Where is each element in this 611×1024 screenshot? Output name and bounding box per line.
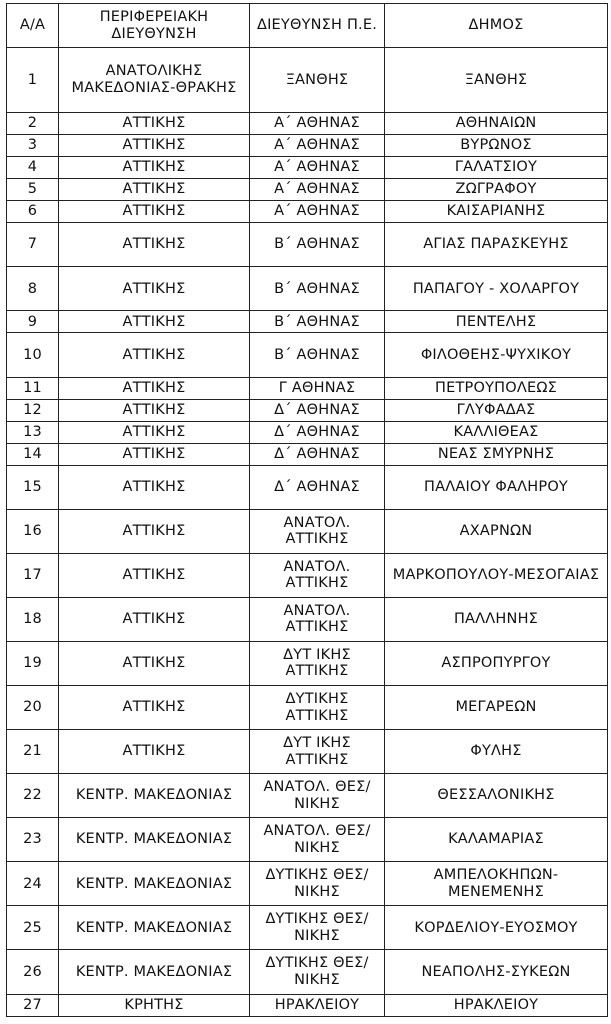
cell-region: ΑΤΤΙΚΗΣ [59,730,250,774]
cell-aa: 7 [7,223,59,267]
cell-municipality: ΓΑΛΑΤΣΙΟΥ [385,157,608,179]
cell-municipality: ΘΕΣΣΑΛΟΝΙΚΗΣ [385,774,608,818]
cell-aa: 17 [7,553,59,597]
cell-region: ΚΕΝΤΡ. ΜΑΚΕΔΟΝΙΑΣ [59,950,250,994]
table-row [7,465,608,509]
cell-directorate: Γ ΑΘΗΝΑΣ [250,377,385,399]
cell-region: ΑΤΤΙΚΗΣ [59,686,250,730]
cell-aa: 21 [7,730,59,774]
cell-aa: 4 [7,157,59,179]
cell-directorate: Δ΄ ΑΘΗΝΑΣ [250,421,385,443]
cell-region: ΑΤΤΙΚΗΣ [59,399,250,421]
cell-region: ΑΤΤΙΚΗΣ [59,113,250,135]
cell-directorate: ΑΝΑΤΟΛ. ΘΕΣ/ΝΙΚΗΣ [250,774,385,818]
cell-directorate: ΑΝΑΤΟΛ. ΑΤΤΙΚΗΣ [250,553,385,597]
table-row [7,597,608,641]
cell-aa: 19 [7,641,59,685]
table-row [7,443,608,465]
cell-municipality: ΜΑΡΚΟΠΟΥΛΟΥ-ΜΕΣΟΓΑΙΑΣ [385,553,608,597]
cell-municipality: ΠΕΤΡΟΥΠΟΛΕΩΣ [385,377,608,399]
cell-municipality: ΦΥΛΗΣ [385,730,608,774]
table-row [7,774,608,818]
table-row [7,311,608,333]
cell-directorate: ΔΥΤΙΚΗΣ ΘΕΣ/ΝΙΚΗΣ [250,950,385,994]
cell-directorate: Α΄ ΑΘΗΝΑΣ [250,135,385,157]
cell-municipality: ΦΙΛΟΘΕΗΣ-ΨΥΧΙΚΟΥ [385,333,608,377]
table-header-row [7,4,608,48]
table-row [7,818,608,862]
cell-municipality: ΚΟΡΔΕΛΙΟΥ-ΕΥΟΣΜΟΥ [385,906,608,950]
cell-directorate: Β΄ ΑΘΗΝΑΣ [250,311,385,333]
cell-directorate: Δ΄ ΑΘΗΝΑΣ [250,443,385,465]
cell-region: ΚΕΝΤΡ. ΜΑΚΕΔΟΝΙΑΣ [59,818,250,862]
cell-directorate: Β΄ ΑΘΗΝΑΣ [250,267,385,311]
cell-region: ΑΤΤΙΚΗΣ [59,267,250,311]
table-row [7,179,608,201]
table-row [7,113,608,135]
cell-region: ΑΤΤΙΚΗΣ [59,311,250,333]
cell-directorate: Α΄ ΑΘΗΝΑΣ [250,157,385,179]
table-row [7,906,608,950]
table-row [7,48,608,113]
cell-aa: 11 [7,377,59,399]
table-row [7,377,608,399]
cell-directorate: Δ΄ ΑΘΗΝΑΣ [250,465,385,509]
cell-aa: 14 [7,443,59,465]
cell-directorate: ΔΥΤΙΚΗΣ ΑΤΤΙΚΗΣ [250,686,385,730]
cell-region: ΚΕΝΤΡ. ΜΑΚΕΔΟΝΙΑΣ [59,862,250,906]
cell-municipality: ΑΓΙΑΣ ΠΑΡΑΣΚΕΥΗΣ [385,223,608,267]
cell-directorate: Α΄ ΑΘΗΝΑΣ [250,179,385,201]
cell-aa: 22 [7,774,59,818]
cell-region: ΑΤΤΙΚΗΣ [59,333,250,377]
table-row [7,201,608,223]
header-aa: Α/Α [7,4,59,48]
table-row [7,862,608,906]
cell-directorate: ΑΝΑΤΟΛ. ΘΕΣ/ΝΙΚΗΣ [250,818,385,862]
cell-directorate: ΞΑΝΘΗΣ [250,48,385,113]
cell-region: ΑΤΤΙΚΗΣ [59,377,250,399]
table-row [7,223,608,267]
cell-aa: 26 [7,950,59,994]
cell-aa: 25 [7,906,59,950]
cell-municipality: ΑΜΠΕΛΟΚΗΠΩΝ-ΜΕΝΕΜΕΝΗΣ [385,862,608,906]
cell-aa: 13 [7,421,59,443]
cell-aa: 16 [7,509,59,553]
cell-municipality: ΑΣΠΡΟΠΥΡΓΟΥ [385,641,608,685]
cell-region: ΑΤΤΙΚΗΣ [59,641,250,685]
table-row [7,399,608,421]
cell-municipality: ΓΛΥΦΑΔΑΣ [385,399,608,421]
cell-region: ΑΤΤΙΚΗΣ [59,157,250,179]
table-body [7,48,608,1017]
cell-region: ΑΤΤΙΚΗΣ [59,421,250,443]
cell-region: ΑΤΤΙΚΗΣ [59,509,250,553]
table-row [7,421,608,443]
cell-aa: 23 [7,818,59,862]
cell-municipality: ΚΑΙΣΑΡΙΑΝΗΣ [385,201,608,223]
table-row [7,994,608,1016]
cell-region: ΑΤΤΙΚΗΣ [59,179,250,201]
cell-directorate: Δ΄ ΑΘΗΝΑΣ [250,399,385,421]
cell-aa: 27 [7,994,59,1016]
cell-aa: 15 [7,465,59,509]
cell-aa: 9 [7,311,59,333]
header-municipality: ΔΗΜΟΣ [385,4,608,48]
cell-directorate: ΑΝΑΤΟΛ. ΑΤΤΙΚΗΣ [250,597,385,641]
cell-municipality: ΝΕΑΣ ΣΜΥΡΝΗΣ [385,443,608,465]
cell-municipality: ΒΥΡΩΝΟΣ [385,135,608,157]
cell-municipality: ΚΑΛΛΙΘΕΑΣ [385,421,608,443]
cell-municipality: ΖΩΓΡΑΦΟΥ [385,179,608,201]
cell-directorate: Α΄ ΑΘΗΝΑΣ [250,113,385,135]
cell-aa: 24 [7,862,59,906]
cell-municipality: ΠΑΛΛΗΝΗΣ [385,597,608,641]
cell-aa: 2 [7,113,59,135]
table-row [7,950,608,994]
table-row [7,509,608,553]
cell-municipality: ΜΕΓΑΡΕΩΝ [385,686,608,730]
cell-municipality: ΞΑΝΘΗΣ [385,48,608,113]
header-directorate: ΔΙΕΥΘΥΝΣΗ Π.Ε. [250,4,385,48]
cell-aa: 3 [7,135,59,157]
cell-directorate: ΑΝΑΤΟΛ. ΑΤΤΙΚΗΣ [250,509,385,553]
cell-aa: 18 [7,597,59,641]
cell-region: ΑΤΤΙΚΗΣ [59,201,250,223]
table-row [7,730,608,774]
cell-aa: 5 [7,179,59,201]
cell-region: ΚΕΝΤΡ. ΜΑΚΕΔΟΝΙΑΣ [59,906,250,950]
municipalities-table [6,3,608,1017]
cell-region: ΑΤΤΙΚΗΣ [59,553,250,597]
table-row [7,641,608,685]
cell-directorate: Β΄ ΑΘΗΝΑΣ [250,223,385,267]
cell-municipality: ΚΑΛΑΜΑΡΙΑΣ [385,818,608,862]
cell-region: ΚΡΗΤΗΣ [59,994,250,1016]
cell-directorate: Β΄ ΑΘΗΝΑΣ [250,333,385,377]
cell-municipality: ΠΑΠΑΓΟΥ - ΧΟΛΑΡΓΟΥ [385,267,608,311]
cell-aa: 1 [7,48,59,113]
cell-directorate: ΗΡΑΚΛΕΙΟΥ [250,994,385,1016]
cell-directorate: Α΄ ΑΘΗΝΑΣ [250,201,385,223]
cell-aa: 12 [7,399,59,421]
cell-region: ΚΕΝΤΡ. ΜΑΚΕΔΟΝΙΑΣ [59,774,250,818]
table-row [7,135,608,157]
cell-municipality: ΗΡΑΚΛΕΙΟΥ [385,994,608,1016]
table-row [7,686,608,730]
cell-region: ΑΤΤΙΚΗΣ [59,223,250,267]
cell-directorate: ΔΥΤ ΙΚΗΣ ΑΤΤΙΚΗΣ [250,641,385,685]
table-row [7,333,608,377]
cell-aa: 6 [7,201,59,223]
cell-region: ΑΤΤΙΚΗΣ [59,135,250,157]
cell-municipality: ΑΧΑΡΝΩΝ [385,509,608,553]
cell-municipality: ΠΕΝΤΕΛΗΣ [385,311,608,333]
cell-municipality: ΑΘΗΝΑΙΩΝ [385,113,608,135]
cell-aa: 10 [7,333,59,377]
cell-directorate: ΔΥΤΙΚΗΣ ΘΕΣ/ΝΙΚΗΣ [250,906,385,950]
cell-region: ΑΤΤΙΚΗΣ [59,597,250,641]
cell-municipality: ΝΕΑΠΟΛΗΣ-ΣΥΚΕΩΝ [385,950,608,994]
cell-region: ΑΤΤΙΚΗΣ [59,443,250,465]
cell-region: ΑΝΑΤΟΛΙΚΗΣ ΜΑΚΕΔΟΝΙΑΣ-ΘΡΑΚΗΣ [59,48,250,113]
cell-directorate: ΔΥΤ ΙΚΗΣ ΑΤΤΙΚΗΣ [250,730,385,774]
cell-municipality: ΠΑΛΑΙΟΥ ΦΑΛΗΡΟΥ [385,465,608,509]
cell-aa: 20 [7,686,59,730]
table-row [7,157,608,179]
cell-aa: 8 [7,267,59,311]
header-region: ΠΕΡΙΦΕΡΕΙΑΚΗ ΔΙΕΥΘΥΝΣΗ [59,4,250,48]
cell-directorate: ΔΥΤΙΚΗΣ ΘΕΣ/ΝΙΚΗΣ [250,862,385,906]
table-row [7,267,608,311]
table-row [7,553,608,597]
cell-region: ΑΤΤΙΚΗΣ [59,465,250,509]
